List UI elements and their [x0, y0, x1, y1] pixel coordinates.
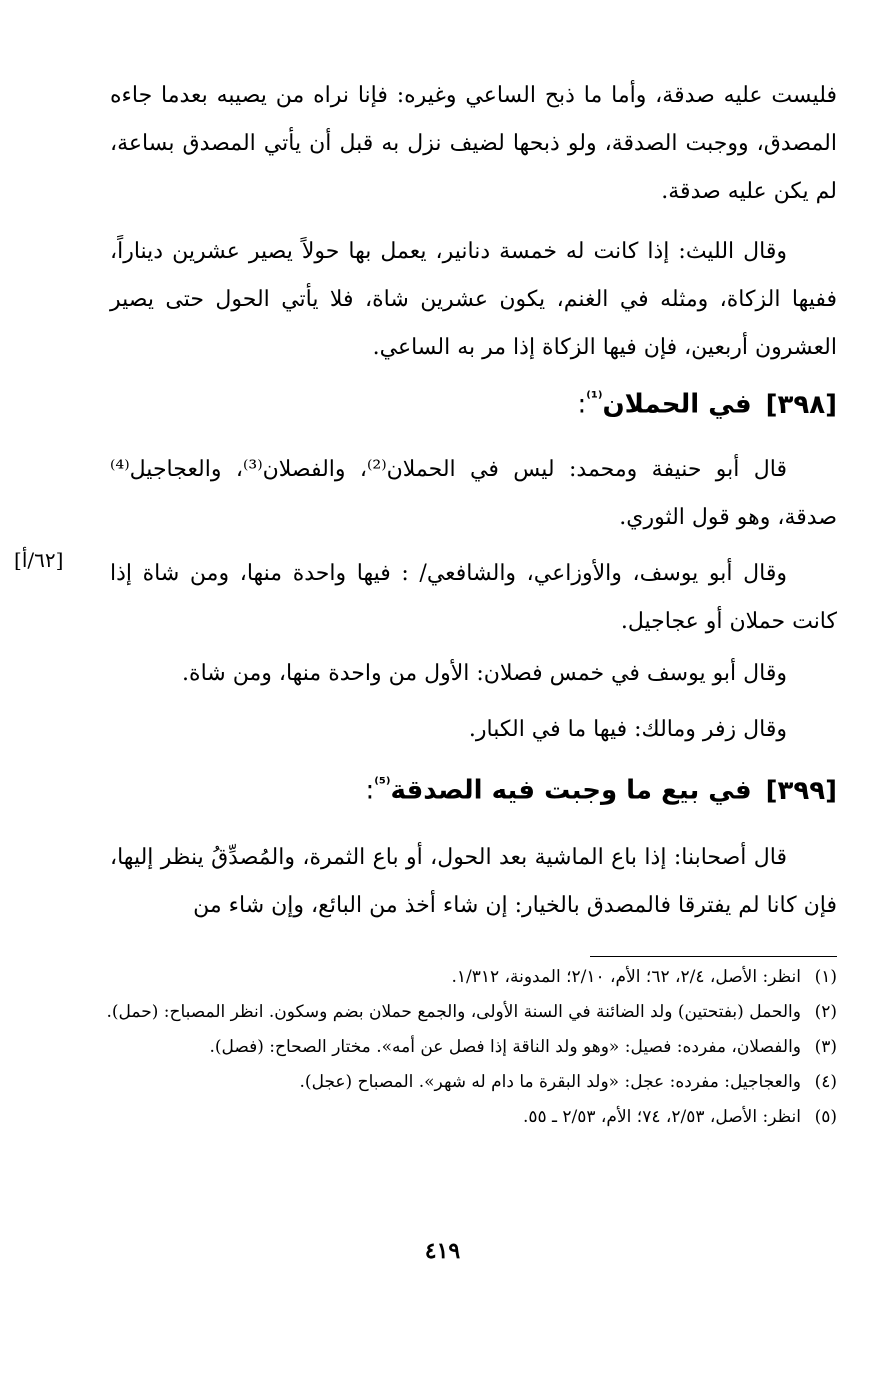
paragraph-2: وقال الليث: إذا كانت له خمسة دنانير، يعمل بها حولاً يصير عشرين ديناراً، ففيها الزكاة، ومثله في الغنم، يكون عشرين شاة، فلا يأتي الحول حتى يصير العشرون أربعين، فإن فيها الزكاة إذا مر به الساعي. — [110, 239, 837, 360]
paragraph-3: قال أبو حنيفة ومحمد: ليس في الحملان⁽²⁾، والفصلان⁽³⁾، والعجاجيل⁽⁴⁾ صدقة، وهو قول الثوري. — [110, 457, 837, 530]
page-number: ٤١٩ — [424, 1238, 461, 1264]
footnote-text: والعجاجيل: مفرده: عجل: «ولد البقرة ما دام له شهر». المصباح (عجل). — [299, 1072, 801, 1092]
footnote-number: (٥) — [814, 1107, 837, 1127]
footnote-number: (٣) — [814, 1037, 837, 1057]
footnote — [100, 995, 837, 1030]
paragraph-5: وقال أبو يوسف في خمس فصلان: الأول من واحدة منها، ومن شاة. — [182, 661, 787, 686]
section-title: في بيع ما وجبت فيه الصدقة — [390, 775, 752, 806]
paragraph-7: قال أصحابنا: إذا باع الماشية بعد الحول، أو باع الثمرة، والمُصدِّقُ ينظر إليها، فإن كانا لم يفترقا فالمصدق بالخيار: إن شاء أخذ من البائع، وإن شاء من — [110, 845, 837, 918]
footnote-text: والحمل (بفتحتين) ولد الضائنة في السنة الأولى، والجمع حملان بضم وسكون. انظر المصباح: (حمل). — [106, 1002, 801, 1022]
section-title: في الحملان — [602, 389, 752, 420]
footnote-number: (٤) — [814, 1072, 837, 1092]
footnote-text: انظر: الأصل، ٢/٤، ٦٢؛ الأم، ٢/١٠؛ المدونة، ١/٣١٢. — [451, 967, 801, 987]
heading-colon: : — [365, 775, 375, 806]
heading-colon: : — [577, 389, 587, 420]
footnote — [100, 1065, 837, 1100]
footnote-text: انظر: الأصل، ٢/٥٣، ٧٤؛ الأم، ٢/٥٣ ـ ٥٥. — [522, 1107, 801, 1127]
section-heading-398 — [110, 388, 837, 420]
footnote — [100, 960, 837, 995]
paragraph-6: وقال زفر ومالك: فيها ما في الكبار. — [468, 717, 787, 742]
footnote — [100, 1100, 837, 1135]
paragraph-1: فليست عليه صدقة، وأما ما ذبح الساعي وغيره: فإنا نراه من يصيبه بعدما جاءه المصدق، ووجبت الصدقة، ولو ذبحها لضيف نزل به قبل أن يأتي المصدق بساعة، لم يكن عليه صدقة. — [110, 83, 837, 204]
footnotes — [100, 960, 837, 1135]
footnote-separator — [590, 956, 837, 957]
footnote-ref: ⁽¹⁾ — [586, 388, 603, 407]
paragraph-4: وقال أبو يوسف، والأوزاعي، والشافعي/ : فيها واحدة منها، ومن شاة إذا كانت حملان أو عجاجيل. — [110, 561, 837, 634]
section-number: [٣٩٩] — [765, 775, 837, 806]
margin-folio-note: [٦٢/أ] — [14, 548, 64, 572]
footnote-ref: ⁽⁵⁾ — [374, 774, 391, 793]
footnote-text: والفصلان، مفرده: فصيل: «وهو ولد الناقة إذا فصل عن أمه». مختار الصحاح: (فصل). — [209, 1037, 801, 1057]
footnote — [100, 1030, 837, 1065]
footnote-number: (٢) — [814, 1002, 837, 1022]
section-heading-399 — [110, 774, 837, 806]
footnote-number: (١) — [814, 967, 837, 987]
section-number: [٣٩٨] — [765, 389, 837, 420]
